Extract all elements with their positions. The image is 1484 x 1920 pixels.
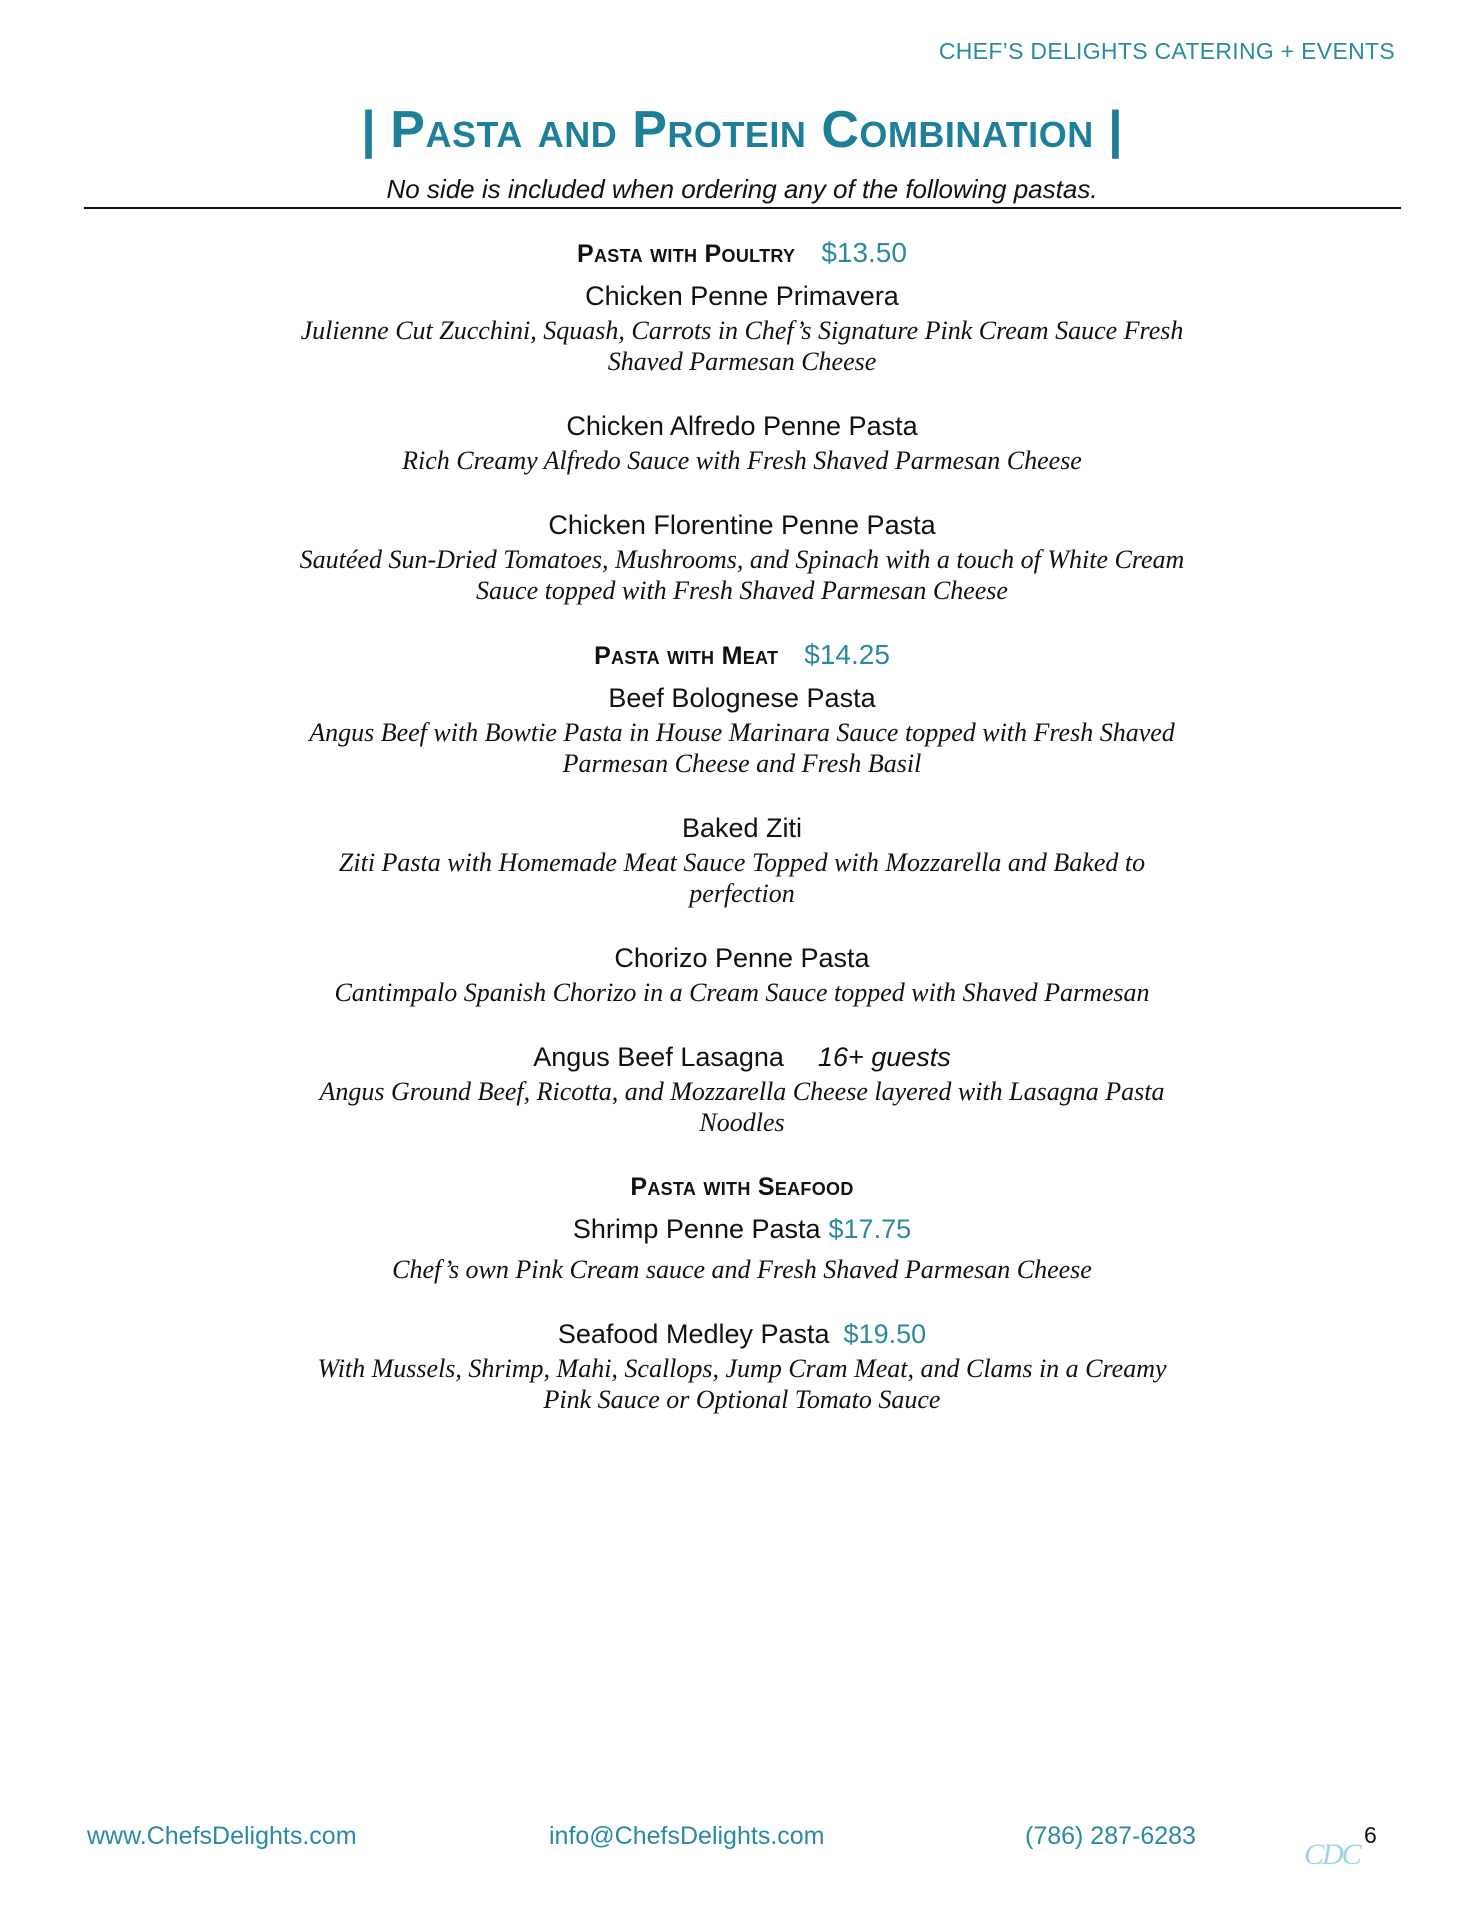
menu-item xyxy=(0,939,1484,1008)
title-text: Pasta and Protein Combination xyxy=(390,101,1094,159)
item-price: $17.75 xyxy=(828,1214,912,1244)
cdc-logo: CDC xyxy=(1304,1838,1360,1871)
section-title: Pasta with Seafood xyxy=(630,1173,854,1201)
item-name: Shrimp Penne Pasta xyxy=(572,1214,821,1244)
website-link[interactable]: www.ChefsDelights.com xyxy=(87,1822,357,1850)
page-subtitle: No side is included when ordering any of the following pastas. xyxy=(386,174,1098,204)
item-name-row xyxy=(0,1210,1484,1248)
item-price: $19.50 xyxy=(843,1319,927,1349)
item-name: Angus Beef Lasagna xyxy=(533,1042,784,1072)
phone-number[interactable]: (786) 287-6283 xyxy=(1025,1822,1196,1850)
menu-item xyxy=(0,809,1484,909)
section-meat xyxy=(0,636,1484,1138)
section-seafood xyxy=(0,1168,1484,1415)
section-poultry xyxy=(0,234,1484,606)
menu-item xyxy=(0,1210,1484,1285)
title-bar-right: | xyxy=(1108,101,1123,159)
menu-item xyxy=(0,1038,1484,1138)
item-name: Chorizo Penne Pasta xyxy=(614,943,870,973)
item-note: 16+ guests xyxy=(817,1042,951,1072)
item-name: Chicken Florentine Penne Pasta xyxy=(548,510,936,540)
title-bar-left: | xyxy=(361,101,376,159)
item-description: Angus Beef with Bowtie Pasta in House Marinara Sauce topped with Fresh Shaved Parmesan Cheese and Fresh Basil xyxy=(309,718,1175,778)
item-name-row xyxy=(0,1315,1484,1353)
item-name: Chicken Penne Primavera xyxy=(585,281,899,311)
section-header xyxy=(0,234,1484,277)
company-name: CHEF’S DELIGHTS CATERING + EVENTS xyxy=(938,38,1395,64)
item-description: Sautéed Sun-Dried Tomatoes, Mushrooms, and Spinach with a touch of White Cream Sauce topped with Fresh Shaved Parmesan Cheese xyxy=(299,545,1185,605)
menu-item xyxy=(0,407,1484,476)
section-header xyxy=(0,636,1484,679)
section-price: $14.25 xyxy=(804,639,890,670)
page-number: 6 xyxy=(1364,1822,1377,1848)
item-name: Baked Ziti xyxy=(681,813,803,843)
item-description: With Mussels, Shrimp, Mahi, Scallops, Jump Cram Meat, and Clams in a Creamy Pink Sauce or Optional Tomato Sauce xyxy=(317,1354,1167,1414)
item-name: Seafood Medley Pasta xyxy=(557,1319,830,1349)
menu-item xyxy=(0,277,1484,377)
email-link[interactable]: info@ChefsDelights.com xyxy=(549,1822,825,1850)
item-name-row xyxy=(0,1038,1484,1076)
section-price: $13.50 xyxy=(821,237,907,268)
section-title: Pasta with Meat xyxy=(594,642,779,670)
header-divider xyxy=(84,207,1401,209)
item-description: Julienne Cut Zucchini, Squash, Carrots in Chef’s Signature Pink Cream Sauce Fresh Shaved Parmesan Cheese xyxy=(300,316,1184,376)
item-name: Chicken Alfredo Penne Pasta xyxy=(566,411,918,441)
section-header xyxy=(0,1168,1484,1210)
page-title xyxy=(0,100,1484,160)
item-description: Angus Ground Beef, Ricotta, and Mozzarella Cheese layered with Lasagna Pasta Noodles xyxy=(319,1077,1165,1137)
item-description: Ziti Pasta with Homemade Meat Sauce Topped with Mozzarella and Baked to perfection xyxy=(338,848,1146,908)
menu-list xyxy=(0,234,1484,1445)
item-name: Beef Bolognese Pasta xyxy=(608,683,876,713)
item-description: Cantimpalo Spanish Chorizo in a Cream Sauce topped with Shaved Parmesan xyxy=(334,978,1150,1007)
item-description: Chef’s own Pink Cream sauce and Fresh Shaved Parmesan Cheese xyxy=(392,1255,1092,1284)
menu-item xyxy=(0,1315,1484,1415)
item-description: Rich Creamy Alfredo Sauce with Fresh Shaved Parmesan Cheese xyxy=(402,446,1082,475)
menu-item xyxy=(0,506,1484,606)
menu-item xyxy=(0,679,1484,779)
section-title: Pasta with Poultry xyxy=(577,240,796,268)
page-footer xyxy=(0,1822,1484,1862)
